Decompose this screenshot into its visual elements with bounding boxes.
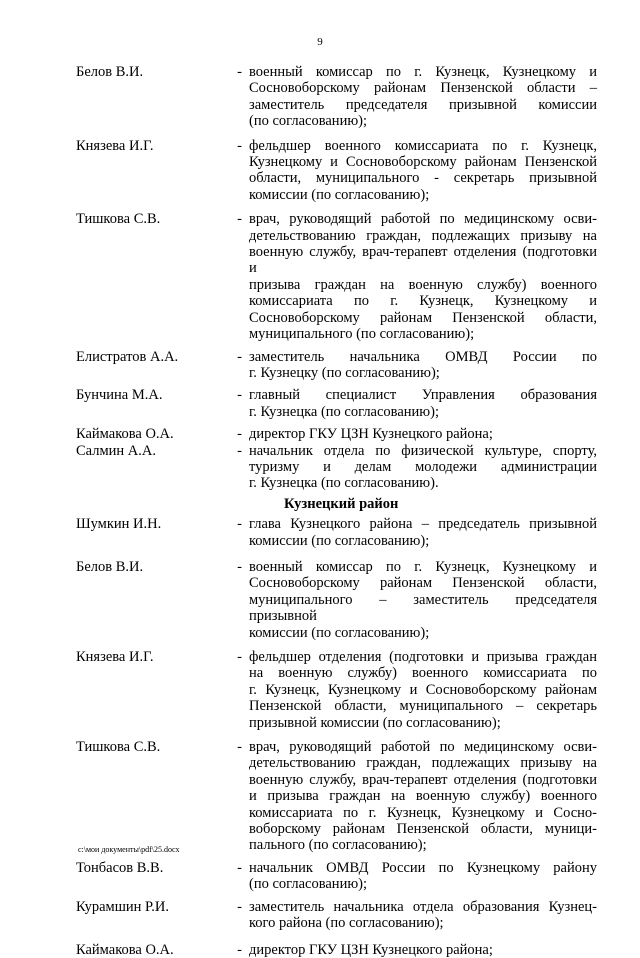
position-line: Кузнецкому и Сосновоборскому районам Пензенской <box>249 154 597 171</box>
position-line: фельдшер военного комиссариата по г. Кузнецк, <box>249 137 597 154</box>
position-line: туризму и делам молодежи администрации <box>249 458 597 475</box>
member-name: Бунчина М.А. <box>76 387 163 404</box>
member-position <box>249 899 597 932</box>
member-row <box>0 860 640 893</box>
member-name: Елистратов А.А. <box>76 348 179 365</box>
dash-separator: - <box>237 941 242 958</box>
position-line: директор ГКУ ЦЗН Кузнецкого района; <box>249 426 493 443</box>
member-name: Тонбасов В.В. <box>76 859 164 876</box>
member-name: Тишкова С.В. <box>76 211 161 228</box>
page-number: 9 <box>317 36 323 48</box>
position-line: военную службу, врач-терапевт отделения (подготовки и <box>249 244 597 277</box>
position-line: и призыва граждан на военную службу) военного <box>249 788 597 805</box>
position-line: комиссии (по согласованию); <box>249 624 430 641</box>
position-line: директор ГКУ ЦЗН Кузнецкого района; <box>249 941 493 958</box>
dash-separator: - <box>237 516 242 533</box>
member-position <box>249 64 597 130</box>
position-line: г. Кузнецк, Кузнецкому и Сосновоборскому районам <box>249 681 597 698</box>
member-name: Тишкова С.В. <box>76 739 161 756</box>
position-line: детельствованию граждан, подлежащих призыву на <box>249 755 597 772</box>
dash-separator: - <box>237 64 242 80</box>
member-name: Курамшин Р.И. <box>76 898 169 915</box>
member-position <box>249 387 597 420</box>
position-line: пального (по согласованию); <box>249 837 427 854</box>
dash-separator: - <box>237 442 242 459</box>
position-line: заместитель начальника ОМВД России по <box>249 348 597 365</box>
section-kuznetsk-district <box>0 516 640 958</box>
member-name: Князева И.Г. <box>76 649 154 665</box>
member-position <box>249 516 597 549</box>
position-line: военный комиссар по г. Кузнецк, Кузнецкому и <box>249 64 597 80</box>
member-position <box>249 426 597 442</box>
position-line: (по согласованию); <box>249 113 368 130</box>
member-row <box>0 211 640 342</box>
position-line: г. Кузнецка (по согласованию); <box>249 403 439 420</box>
member-row <box>0 516 640 549</box>
position-line: врач, руководящий работой по медицинскому осви- <box>249 739 597 756</box>
member-row <box>0 138 640 204</box>
dash-separator: - <box>237 859 242 876</box>
position-line: фельдшер отделения (подготовки и призыва граждан <box>249 649 597 665</box>
member-row <box>0 443 640 492</box>
position-line: комиссариата по г. Кузнецк, Кузнецкому и Сосно- <box>249 804 597 821</box>
position-line: на военную службу) военного комиссариата по <box>249 665 597 682</box>
section-kuznetsk-city <box>0 64 640 492</box>
member-row <box>0 899 640 932</box>
member-row <box>0 64 640 130</box>
position-line: начальник отдела по физической культуре, спорту, <box>249 442 597 459</box>
member-row <box>0 942 640 958</box>
dash-separator: - <box>237 426 242 443</box>
dash-separator: - <box>237 558 242 575</box>
member-position <box>249 138 597 204</box>
member-row <box>0 649 640 731</box>
dash-separator: - <box>237 387 242 404</box>
position-line: комиссариата по г. Кузнецк, Кузнецкому и <box>249 293 597 310</box>
dash-separator: - <box>237 211 242 228</box>
file-path-footer: c:\мои документы\pdf\25.docx <box>78 845 180 854</box>
dash-separator: - <box>237 739 242 756</box>
position-line: Сосновоборскому районам Пензенской области, <box>249 575 597 592</box>
position-line: военную службу, врач-терапевт отделения (подготовки <box>249 771 597 788</box>
position-line: глава Кузнецкого района – председатель призывной <box>249 516 597 533</box>
position-line: муниципального – заместитель председателя призывной <box>249 591 597 625</box>
member-name: Каймакова О.А. <box>76 941 174 958</box>
position-line: призывной комиссии (по согласованию); <box>249 714 501 731</box>
member-row <box>0 739 640 854</box>
position-line: комиссии (по согласованию); <box>249 532 430 549</box>
position-line: муниципального (по согласованию); <box>249 326 475 343</box>
member-name: Князева И.Г. <box>76 137 154 154</box>
member-row <box>0 559 640 641</box>
member-name: Шумкин И.Н. <box>76 516 162 533</box>
position-line: воборскому районам Пензенской области, муници- <box>249 821 597 838</box>
dash-separator: - <box>237 137 242 154</box>
member-name: Салмин А.А. <box>76 442 156 459</box>
member-position <box>249 649 597 731</box>
position-line: кого района (по согласованию); <box>249 915 444 932</box>
dash-separator: - <box>237 348 242 365</box>
position-line: Сосновоборскому районам Пензенской области, <box>249 309 597 326</box>
member-row <box>0 349 640 382</box>
position-line: г. Кузнецка (по согласованию). <box>249 475 439 492</box>
member-position <box>249 349 597 382</box>
section-heading-kuznetsk-district: Кузнецкий район <box>284 495 399 512</box>
position-line: военный комиссар по г. Кузнецк, Кузнецкому и <box>249 558 597 575</box>
position-line: заместитель председателя призывной комиссии <box>249 96 597 113</box>
member-position <box>249 942 597 958</box>
position-line: г. Кузнецку (по согласованию); <box>249 364 440 381</box>
member-position <box>249 443 597 492</box>
member-name: Белов В.И. <box>76 558 144 575</box>
member-list <box>0 64 640 958</box>
dash-separator: - <box>237 898 242 915</box>
dash-separator: - <box>237 649 242 665</box>
member-position <box>249 559 597 641</box>
position-line: (по согласованию); <box>249 876 368 893</box>
member-position <box>249 860 597 893</box>
position-line: Пензенской области, муниципального – секретарь <box>249 698 597 715</box>
position-line: комиссии (по согласованию); <box>249 186 430 203</box>
position-line: врач, руководящий работой по медицинскому осви- <box>249 211 597 228</box>
member-position <box>249 739 597 854</box>
position-line: области, муниципального - секретарь призывной <box>249 170 597 187</box>
member-row <box>0 387 640 420</box>
position-line: Сосновоборскому районам Пензенской области – <box>249 80 597 97</box>
member-name: Белов В.И. <box>76 64 144 80</box>
position-line: начальник ОМВД России по Кузнецкому району <box>249 859 597 876</box>
position-line: призыва граждан на военную службу) военного <box>249 276 597 293</box>
position-line: детельствованию граждан, подлежащих призыву на <box>249 227 597 244</box>
member-name: Каймакова О.А. <box>76 426 174 443</box>
position-line: главный специалист Управления образования <box>249 387 597 404</box>
position-line: заместитель начальника отдела образования Кузнец- <box>249 898 597 915</box>
member-position <box>249 211 597 342</box>
member-row <box>0 426 640 442</box>
